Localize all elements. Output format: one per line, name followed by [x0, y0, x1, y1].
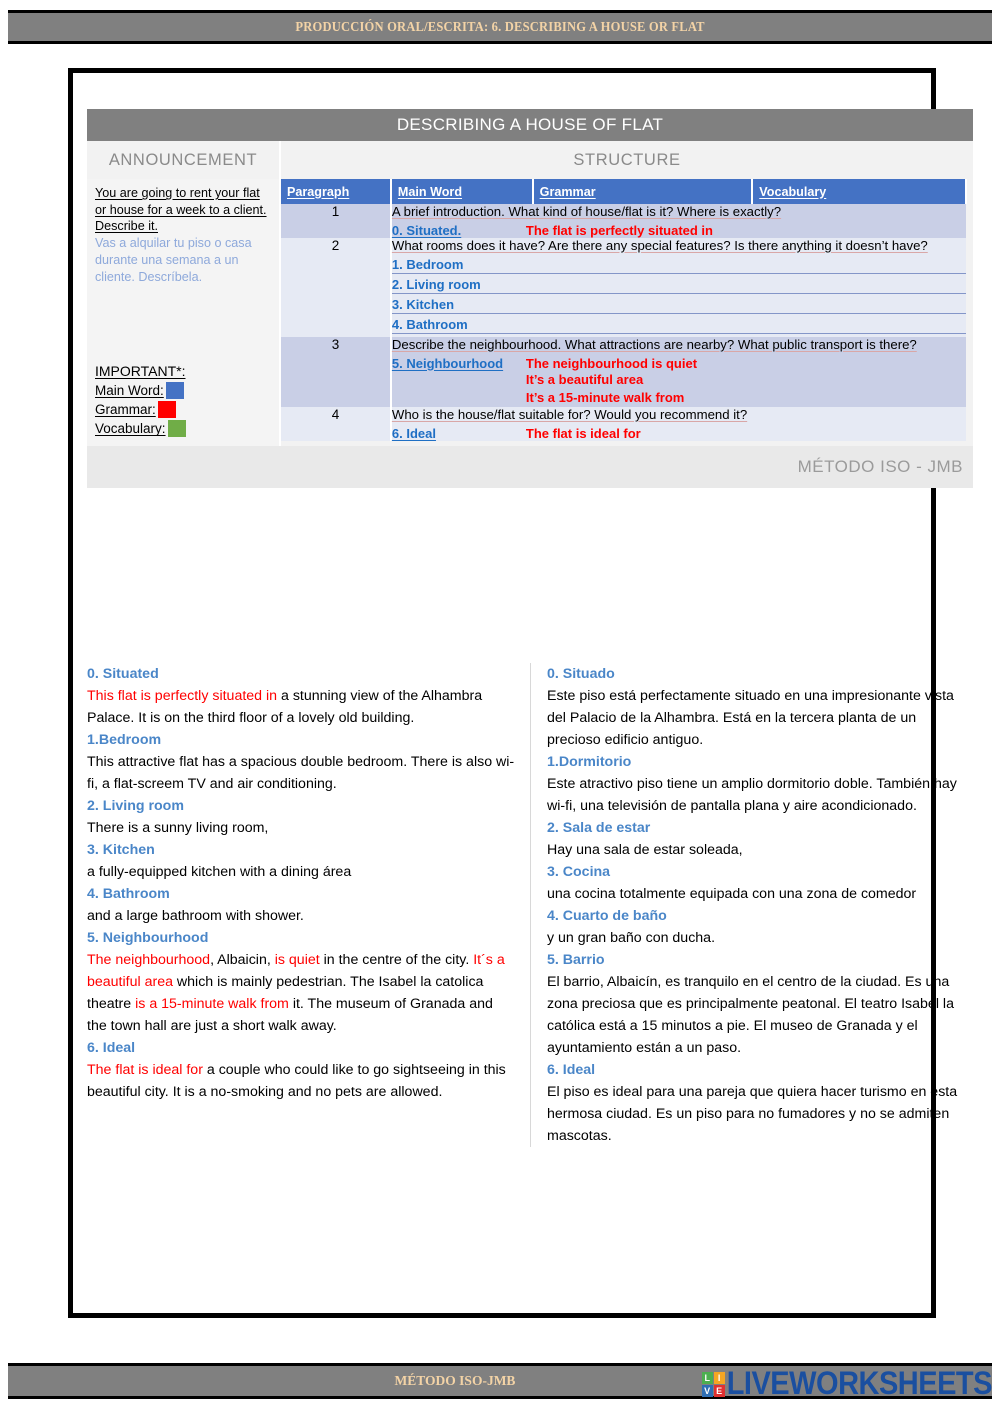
- structure-panel: [281, 141, 973, 446]
- section-body: a fully-equipped kitchen with a dining área: [87, 864, 352, 880]
- section-heading: 4. Cuarto de baño: [547, 908, 667, 924]
- table-row: [281, 238, 966, 337]
- logo-tile-v: V: [702, 1385, 713, 1397]
- logo-tile-l: L: [702, 1372, 713, 1384]
- section-body: Este atractivo piso tiene un amplio dormitorio doble. También hay wi-fi, una televisión de pantalla plana y aire acondicionado.: [547, 776, 957, 814]
- paragraph-question: What rooms does it have? Are there any special features? Is there anything it doesn’t have?: [391, 237, 928, 253]
- section-heading: 5. Neighbourhood: [87, 930, 209, 946]
- grammar-entry: The flat is ideal for: [525, 425, 641, 441]
- legend-swatch-main-word: [166, 382, 184, 399]
- main-word-entry: 6. Ideal: [391, 425, 436, 441]
- main-word-entry: 0. Situated.: [391, 222, 462, 238]
- announcement-spanish: Vas a alquilar tu piso o casa durante una semana a un cliente. Descríbela.: [95, 236, 252, 284]
- main-word-entry: 3. Kitchen: [392, 297, 966, 314]
- grammar-phrase: The flat is ideal for: [87, 1062, 203, 1078]
- footer-bar: [8, 1363, 992, 1402]
- section-heading: 0. Situado: [547, 666, 615, 682]
- section-heading: 1.Dormitorio: [547, 754, 632, 770]
- paragraph-question: Who is the house/flat suitable for? Would you recommend it?: [391, 407, 748, 423]
- paragraph-question: Describe the neighbourhood. What attractions are nearby? What public transport is there?: [391, 336, 917, 352]
- section-body: [87, 685, 516, 729]
- section-body: This attractive flat has a spacious double bedroom. There is also wi-fi, a flat-screem TV and air conditioning.: [87, 754, 515, 792]
- main-word-entry: 1. Bedroom: [392, 257, 966, 274]
- section-heading: 2. Sala de estar: [547, 820, 651, 836]
- table-title: DESCRIBING A HOUSE OF FLAT: [87, 109, 973, 141]
- column-header-paragraph: Paragraph: [281, 179, 391, 204]
- legend-item-vocabulary: [95, 419, 271, 438]
- legend-swatch-grammar: [158, 401, 176, 418]
- grammar-phrase: The neighbourhood: [87, 952, 211, 968]
- section-heading: 3. Cocina: [547, 864, 611, 880]
- section-body: Este piso está perfectamente situado en una impresionante vista del Palacio de la Alhambra. Está en la tercera planta de un precioso edificio antiguo.: [547, 688, 954, 748]
- grammar-entry: It’s a beautiful area: [525, 371, 644, 387]
- grammar-entry: The neighbourhood is quiet: [525, 355, 698, 371]
- structure-table: [281, 179, 967, 441]
- paragraph-content: [391, 238, 966, 337]
- logo-tiles-icon: [702, 1372, 725, 1397]
- paragraph-number: 1: [281, 204, 391, 238]
- top-banner: [8, 10, 992, 44]
- logo-tile-i: I: [714, 1372, 725, 1384]
- section-body: El piso es ideal para una pareja que quiera hacer turismo en esta hermosa ciudad. Es un piso para no fumadores y no se admiten mascotas.: [547, 1084, 958, 1144]
- grammar-entry: It’s a 15-minute walk from: [525, 389, 685, 405]
- column-header-main-word: Main Word: [391, 179, 533, 204]
- section-heading: 5. Barrio: [547, 952, 605, 968]
- grammar-phrase: is quiet: [274, 952, 320, 968]
- body-rest: , Albaicin,: [210, 952, 275, 968]
- worksheet-title: PRODUCCIÓN ORAL/ESCRITA: 6. DESCRIBING A HOUSE OR FLAT: [295, 19, 705, 34]
- footer-title: MÉTODO ISO-JMB: [394, 1373, 516, 1388]
- legend-label-grammar: Grammar:: [95, 402, 156, 418]
- section-heading: 6. Ideal: [547, 1062, 596, 1078]
- legend-block: [95, 363, 271, 438]
- section-body: El barrio, Albaicín, es tranquilo en el centro de la ciudad. Es una zona preciosa que es principalmente peatonal. El teatro Isabel la católica está a 15 minutos a pie. El museo de Granada y el ayuntamiento están a un paso.: [547, 974, 954, 1056]
- structure-table-block: [87, 109, 973, 488]
- main-word-entry: 2. Living room: [392, 277, 966, 294]
- grammar-phrase: This flat is perfectly situated in: [87, 688, 278, 704]
- body-rest: a couple who could like to go sightseeing in this beautiful city. It is a no-smoking and no pets are allowed.: [87, 1062, 506, 1100]
- column-header-vocabulary: Vocabulary: [752, 179, 966, 204]
- body-rest: a stunning view of the Alhambra Palace. It is on the third floor of a lovely old building.: [87, 688, 483, 726]
- grammar-phrase: It´s a beautiful area: [87, 952, 505, 990]
- paragraph-content: [391, 407, 966, 441]
- announcement-english: You are going to rent your flat or house for a week to a client. Describe it.: [95, 186, 267, 234]
- table-header-row: [281, 179, 966, 204]
- structure-heading: STRUCTURE: [573, 150, 681, 169]
- main-word-entry: 5. Neighbourhood: [391, 355, 504, 371]
- section-heading: 1.Bedroom: [87, 732, 162, 748]
- section-heading: 4. Bathroom: [87, 886, 170, 902]
- paragraph-content: [391, 337, 966, 407]
- example-text-section: [87, 663, 973, 1147]
- method-label: MÉTODO ISO - JMB: [797, 457, 963, 477]
- section-body: [87, 949, 516, 1037]
- legend-item-grammar: [95, 400, 271, 419]
- paragraph-number: 4: [281, 407, 391, 441]
- grammar-entry: The flat is perfectly situated in: [525, 222, 713, 238]
- announcement-panel: [87, 141, 281, 446]
- logo-tile-e: E: [714, 1385, 725, 1397]
- legend-label-vocabulary: Vocabulary:: [95, 421, 166, 437]
- body-rest: it. The museum of Granada and the town hall are just a short walk away.: [87, 996, 493, 1034]
- section-heading: 6. Ideal: [87, 1040, 136, 1056]
- section-heading: 2. Living room: [87, 798, 184, 814]
- column-header-grammar: Grammar: [533, 179, 753, 204]
- section-body: There is a sunny living room,: [87, 820, 269, 836]
- section-body: [87, 1059, 516, 1103]
- worksheet-page: [68, 68, 963, 1318]
- liveworksheets-logo[interactable]: [702, 1366, 992, 1402]
- paragraph-question: A brief introduction. What kind of house/flat is it? Where is exactly?: [391, 204, 782, 219]
- section-body: y un gran baño con ducha.: [547, 930, 716, 946]
- section-body: and a large bathroom with shower.: [87, 908, 304, 924]
- paragraph-number: 3: [281, 337, 391, 407]
- body-rest: in the centre of the city.: [319, 952, 474, 968]
- table-row: [281, 337, 966, 407]
- paragraph-number: 2: [281, 238, 391, 337]
- announcement-heading: ANNOUNCEMENT: [87, 141, 279, 179]
- example-column-spanish: [530, 663, 973, 1147]
- table-row: [281, 407, 966, 441]
- section-heading: 0. Situated: [87, 666, 159, 682]
- body-rest: which is mainly pedestrian. The Isabel la catolica theatre: [87, 974, 484, 1012]
- example-column-english: [87, 663, 530, 1147]
- section-heading: 3. Kitchen: [87, 842, 155, 858]
- legend-title: IMPORTANT*:: [95, 363, 186, 380]
- paragraph-content: [391, 204, 966, 238]
- grammar-phrase: is a 15-minute walk from: [135, 996, 289, 1012]
- logo-wordmark: LIVEWORKSHEETS: [726, 1365, 992, 1402]
- main-word-entry: 4. Bathroom: [392, 317, 966, 334]
- legend-item-main-word: [95, 381, 271, 400]
- table-row: [281, 204, 966, 238]
- section-body: Hay una sala de estar soleada,: [547, 842, 743, 858]
- legend-swatch-vocabulary: [168, 420, 186, 437]
- legend-label-main-word: Main Word:: [95, 383, 164, 399]
- method-bar: [87, 446, 973, 488]
- section-body: una cocina totalmente equipada con una zona de comedor: [547, 886, 917, 902]
